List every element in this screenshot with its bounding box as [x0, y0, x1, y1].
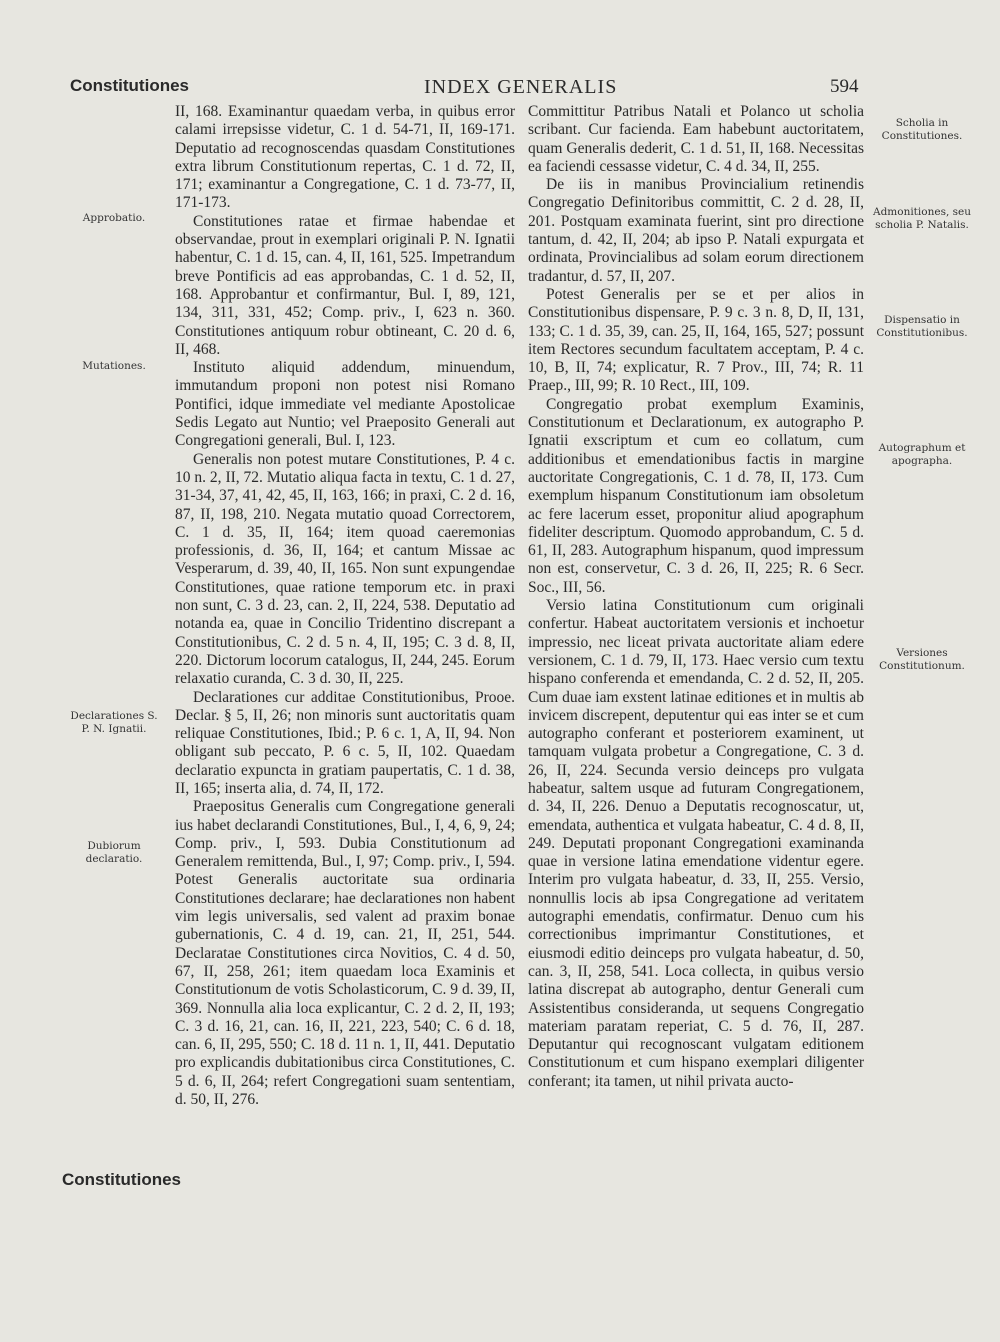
margin-note-dubiorum: Dubiorum declaratio. [85, 840, 143, 865]
paragraph: Declarationes cur additae Constitutionibus, Prooe. Declar. § 5, II, 26; non minoris sunt auctoritatis quam reliquae Constitutiones, Ibid.; P. 6 c. 1, A, II, 94. Non obligant sub peccato, P. 6 c. 5, II, 102. Quaedam declaratio expuncta in gratiam paupertatis, C. 1 d. 38, II, 165; inserta alia, d. 74, II, 172. [175, 688, 515, 797]
margin-note-approbatio: Approbatio. [82, 212, 146, 224]
paragraph: Potest Generalis per se et per alios in Constitutionibus dispensare, P. 9 c. 3 n. 8, D, II, 131, 133; C. 1 d. 35, 39, can. 25, II, 164, 165, 527; possunt item Rectores secundum facultatem acceptam, P. 4 c. 10, B, II, 74; explicatur, R. 7 Prov., III, 74; R. 11 Praep., III, 99; R. 10 Rect., III, 109. [528, 285, 864, 395]
text-column-right [528, 103, 864, 1091]
page-number: 594 [830, 76, 859, 97]
running-head-left: Constitutiones [70, 76, 189, 95]
paragraph: Praepositus Generalis cum Congregatione generali ius habet declarandi Constitutiones, Bul., I, 4, 6, 9, 24; Comp. priv., I, 593. Dubia Constitutionum ad Generalem remittenda, Bul., I, 97; Comp. priv., I, 594. Potest Generalis auctoritate sua ordinaria Constitutiones declarare; hae declarationes non habent vim legis universalis, sed valent ad praxim bonae gubernationis, C. 4 d. 19, can. 21, II, 251, 544. Declaratae Constitutiones circa Novitios, C. 4 d. 50, 67, II, 258, 261; item quaedam loca Examinis et Constitutionum de votis Scholasticorum, C. 9 d. 39, II, 369. Nonnulla alia loca explicantur, C. 2 d. 2, II, 193; C. 3 d. 16, 21, can. 16, II, 221, 223, 540; C. 6 d. 18, can. 6, II, 295, 550; C. 18 d. 11 n. 1, II, 441. Deputatio pro explicandis dubitationibus circa Constitutiones, C. 5 d. 6, II, 264; refert Congregationi suam sententiam, d. 50, II, 276. [175, 798, 515, 1109]
paragraph: De iis in manibus Provincialium retinendis Congregatio Definitoribus committit, C. 2 d. 28, II, 201. Postquam examinata fuerint, sint pro directione tantum, d. 42, II, 204; ab ipso P. Natali expurgata et ordinata, Provincialibus ad solam eorum directionem tradantur, d. 57, II, 207. [528, 176, 864, 285]
paragraph: Congregatio probat exemplum Examinis, Constitutionum et Declarationum, ex autographo P. Ignatii exscriptum et cum eo collatum, cum additionibus et emendationibus factis in margine auctoritate Congregationis, C. 1 d. 78, II, 173. Cum exemplum hispanum Constitutionum iam obsoletum ac fere lacerum esset, proponitur aliud apographum fideliter descriptum. Quomodo approbandum, C. 5 d. 61, II, 283. Autographum hispanum, quod impressum non est, conservetur, C. 3 d. 26, II, 225; R. 6 Secr. Soc., III, 56. [528, 395, 864, 596]
paragraph: Instituto aliquid addendum, minuendum, immutandum proponi non potest nisi Romano Pontifici, idque immediate vel mediante Apostolicae Sedis Legato aut Nuntio; vel Praeposito Generali aut Congregationi generali, Bul. I, 123. [175, 359, 515, 450]
paragraph: Generalis non potest mutare Constitutiones, P. 4 c. 10 n. 2, II, 72. Mutatio aliqua facta in textu, C. 1 d. 27, 31-34, 37, 41, 42, 45, II, 163, 166; in praxi, C. 2 d. 16, 87, II, 198, 210. Negata mutatio quoad Correctorem, C. 1 d. 35, II, 164; item quoad caeremonias professionis, d. 36, II, 164; et cantum Missae ac Vesperarum, d. 39, 40, II, 165. Non sunt expungendae Constitutiones, quae ratione temporum etc. in praxi non sunt, C. 3 d. 23, can. 2, II, 224, 538. Deputatio ad notanda ea, quae in Concilio Tridentino discrepant a Constitutionibus, C. 2 d. 5 n. 4, II, 195; C. 3 d. 8, II, 220. Dictorum locorum catalogus, II, 244, 245. Eorum relaxatio curanda, C. 3 d. 30, II, 225. [175, 450, 515, 688]
margin-note-versiones: Versiones Constitutionum. [879, 647, 965, 672]
margin-note-declarationes: Declarationes S. P. N. Ignatii. [70, 710, 158, 735]
text-column-left [175, 103, 515, 1109]
running-head-title: INDEX GENERALIS [424, 76, 618, 98]
margin-note-admonitiones: Admonitiones, seu scholia P. Natalis. [872, 206, 971, 231]
margin-note-scholia: Scholia in Constitutiones. [881, 117, 963, 142]
margin-note-dispensatio: Dispensatio in Constitutionibus. [876, 314, 968, 339]
catchword: Constitutiones [62, 1170, 181, 1189]
paragraph: Constitutiones ratae et firmae habendae et observandae, prout in exemplari originali P. N. Ignatii habentur, C. 1 d. 15, can. 4, II, 161, 525. Impetrandum breve Pontificis ad eas approbandas, C. 1 d. 52, II, 168. Approbantur et confirmantur, Bul. I, 89, 121, 134, 311, 331, 452; Comp. priv., I, 623 n. 360. Constitutiones antiquum robur obtineant, C. 20 d. 6, II, 468. [175, 212, 515, 358]
margin-note-autographum: Autographum et apographa. [878, 442, 966, 467]
paragraph: Committitur Patribus Natali et Polanco ut scholia scribant. Cur facienda. Eam habebunt auctoritatem, quam Generalis dederit, C. 1 d. 51, II, 168. Necessitas ea faciendi cessasse videtur, C. 4 d. 34, II, 255. [528, 103, 864, 175]
paragraph: II, 168. Examinantur quaedam verba, in quibus error calami irrepsisse videtur, C. 1 d. 54-71, II, 169-171. Deputatio ad recognoscendas quasdam Constitutiones extra librum Constitutionum repertas, C. 1 d. 72, II, 171; examinantur a Congregatione, C. 1 d. 73-77, II, 171-173. [175, 103, 515, 212]
margin-note-mutationes: Mutationes. [82, 360, 146, 372]
paragraph: Versio latina Constitutionum cum originali confertur. Habeat auctoritatem versionis et inchoetur impressio, nec liceat privata auctoritate aliam edere versionem, C. 1 d. 79, II, 173. Haec versio cum textu hispano conferenda et emendanda, C. 2 d. 52, II, 205. Cum duae iam exstent latinae editiones et in multis ab invicem discrepent, deputentur qui eas inter se et cum autographo conferant et posteriorem examinent, ut tamquam vulgata probetur a Congregatione, C. 3 d. 26, II, 224. Secunda versio deinceps pro vulgata habeatur, saltem usque ad futuram Congregationem, d. 34, II, 226. Denuo a Deputatis recognoscatur, ut, emendata, authentica et vulgata habeatur, C. 4 d. 8, II, 249. Deputati proponant Congregationi examinanda quae in versione latina emendatione videntur egere. Interim pro vulgata habeatur, d. 33, II, 255. Versio, nonnullis locis ab ipsa Congregatione ad veritatem autographi emendatis, confirmatur. Denuo cum his correctionibus imprimantur Constitutiones, et eiusmodi editio deinceps pro vulgata habeatur, d. 50, can. 3, II, 258, 541. Loca collecta, in quibus versio latina discrepat ab autographo, dentur Generali cum Assistentibus consideranda, ut sequens Congregatio materiam paratam reperiat, C. 5 d. 76, II, 287. Deputantur qui recognoscant vulgatam editionem Constitutionum et cum hispano exemplari diligenter conferant; ita tamen, ut nihil privata aucto- [528, 597, 864, 1090]
